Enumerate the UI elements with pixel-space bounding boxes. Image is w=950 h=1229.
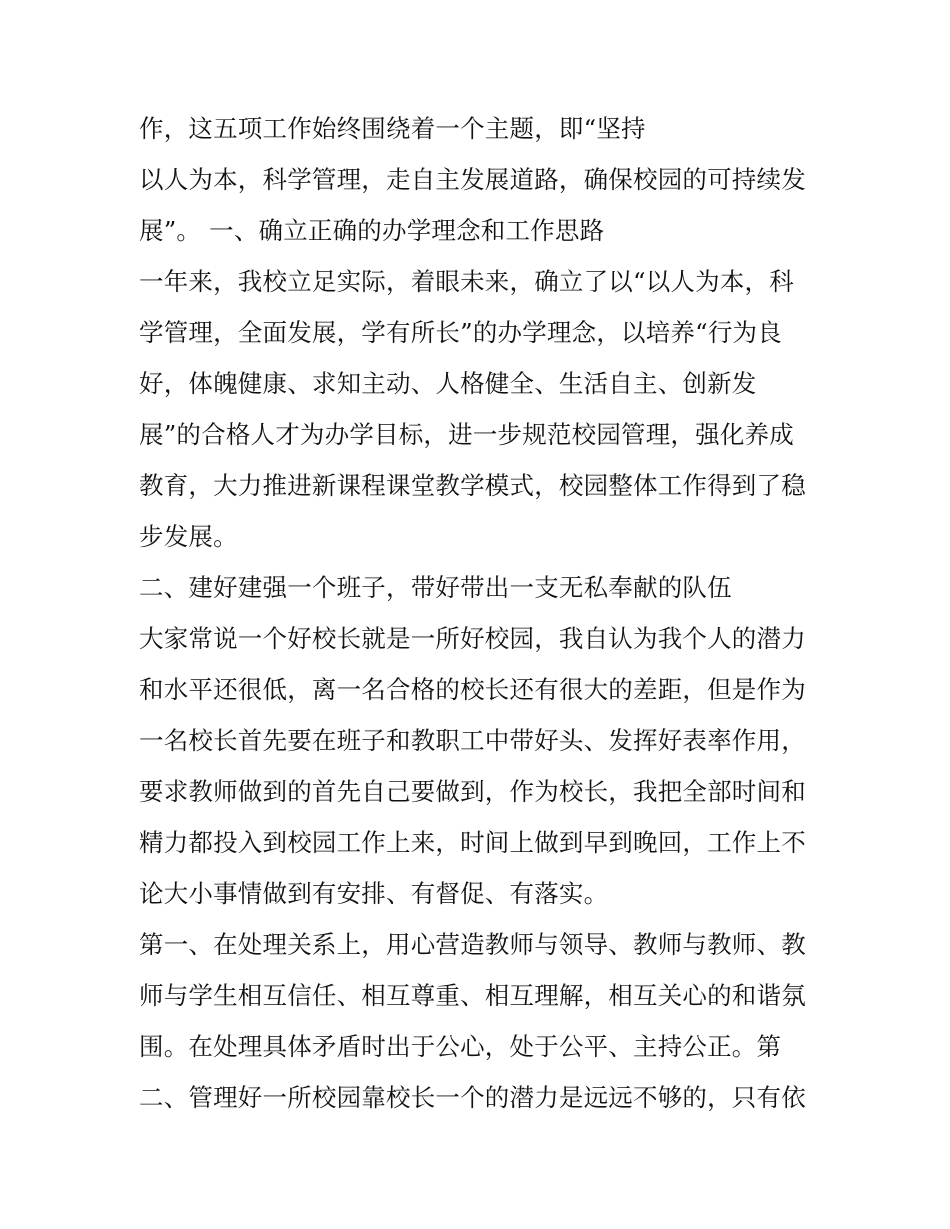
text-line: 教育，大力推进新课程课堂教学模式，校园整体工作得到了稳 [139, 471, 806, 500]
text-line: 一名校长首先要在班子和教职工中带好头、发挥好表率作用， [139, 726, 806, 755]
text-line: 步发展。 [139, 522, 238, 551]
text-line: 大家常说一个好校长就是一所好校园，我自认为我个人的潜力 [139, 624, 806, 653]
text-line: 和水平还很低，离一名合格的校长还有很大的差距，但是作为 [139, 675, 806, 704]
text-line: 精力都投入到校园工作上来，时间上做到早到晚回，工作上不 [139, 828, 806, 857]
text-line: 围。在处理具体矛盾时出于公心，处于公平、主持公正。第 [139, 1032, 782, 1061]
text-line: 展”。 一、确立正确的办学理念和工作思路 [139, 216, 605, 245]
text-line: 第一、在处理关系上，用心营造教师与领导、教师与教师、教 [139, 930, 806, 959]
text-line: 要求教师做到的首先自己要做到，作为校长，我把全部时间和 [139, 777, 806, 806]
text-line: 学管理，全面发展，学有所长”的办学理念，以培养“行为良 [139, 318, 782, 347]
document-body [139, 111, 829, 1131]
text-line: 作，这五项工作始终围绕着一个主题，即“坚持 [139, 114, 646, 143]
text-line: 论大小事情做到有安排、有督促、有落实。 [139, 879, 609, 908]
text-line: 师与学生相互信任、相互尊重、相互理解，相互关心的和谐氛 [139, 981, 806, 1010]
text-line: 二、管理好一所校园靠校长一个的潜力是远远不够的，只有依 [139, 1083, 806, 1112]
text-line: 好，体魄健康、求知主动、人格健全、生活自主、创新发 [139, 369, 757, 398]
text-line: 一年来，我校立足实际，着眼未来，确立了以“以人为本，科 [139, 267, 794, 296]
text-line: 以人为本，科学管理，走自主发展道路，确保校园的可持续发 [139, 165, 806, 194]
section-heading: 二、建好建强一个班子，带好带出一支无私奉献的队伍 [139, 573, 732, 602]
text-line: 展”的合格人才为办学目标，进一步规范校园管理，强化养成 [139, 420, 794, 449]
